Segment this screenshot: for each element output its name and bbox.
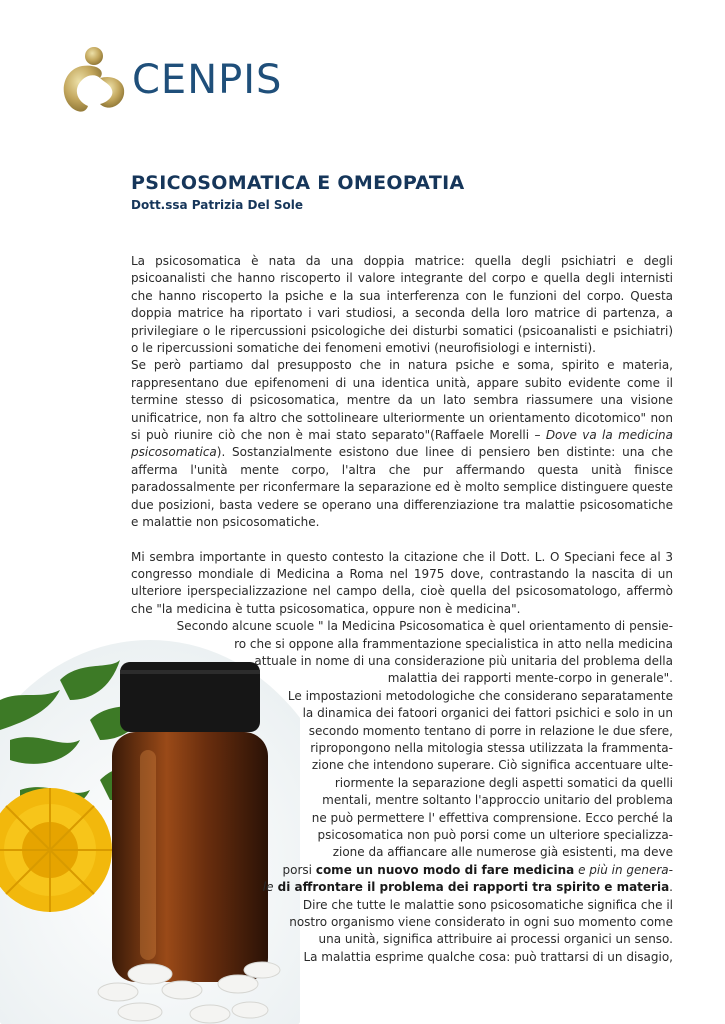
text-line: ripropongono nella mitologia stessa utilizzata la frammenta- <box>310 740 673 755</box>
text-line: zione che intendono superare. Ciò significa accentuare ulte- <box>311 758 673 773</box>
emphasis-bold: come un nuovo modo di fare medicina <box>315 862 575 877</box>
text-line: attuale in nome di una considerazione più unitaria del problema della <box>254 653 673 668</box>
text-line: zione da affiancare alle numerose già esistenti, ma deve <box>332 845 673 860</box>
text-line <box>131 862 673 879</box>
text-run: porsi <box>282 862 316 877</box>
emphasis-bold: di affrontare il problema dei rapporti tra spirito e materia <box>273 880 670 895</box>
text-line <box>131 879 673 896</box>
paragraph-premise-a: Se però partiamo dal presupposto che in natura psiche e soma, spirito e materia, rappresentano due epifenomeni di una identica unità, appare subito evidente come il termine stesso di psicosomatica, mentre da un lato sembra riassumere una visione unificatrice, non fa altro che sottolineare ulteriormente un orientamento dicotomico" non si può riunire ciò che non è mai stato separato"(Raffaele Morelli – <box>131 358 673 443</box>
text-line: ro che si oppone alla frammentazione specialistica in atto nella medicina <box>234 636 673 651</box>
text-line: riormente la separazione degli aspetti somatici da quelli <box>334 775 673 790</box>
cenpis-logo <box>60 44 300 120</box>
brand-name: CENPIS <box>132 57 283 103</box>
paragraph-premise-b: ). Sostanzialmente esistono due linee di pensiero ben distinte: una che afferma l'unità mente corpo, l'altra che pur affermando questa unità finisce paradossalmente per riconfermare la separazione ed è molto semplice distinguere queste due posizioni, basta vedere se operano una differenziazione tra malattie psicosomatiche e malattie non psicosomatiche. <box>131 445 673 530</box>
wrapped-text-area <box>131 618 673 966</box>
text-line: una unità, significa attribuire ai processi organici un senso. <box>318 932 673 947</box>
text-line: Le impostazioni metodologiche che considerano separatamente <box>287 688 673 703</box>
book-title: Dove va la medicina psicosomatica <box>131 428 673 460</box>
text-line: La malattia esprime qualche cosa: può trattarsi di un disagio, <box>303 949 673 964</box>
text-line: nostro organismo viene considerato in ogni suo momento come <box>289 915 673 930</box>
article-body <box>131 253 673 966</box>
emphasis-italic: e più in genera- <box>574 862 673 877</box>
logo-emblem-icon <box>60 44 130 120</box>
text-line: secondo momento tentano di porre in relazione le due sfere, <box>308 723 673 738</box>
article-title: PSICOSOMATICA E OMEOPATIA <box>131 172 465 194</box>
article-author: Dott.ssa Patrizia Del Sole <box>131 198 304 212</box>
paragraph-speciani: Mi sembra importante in questo contesto la citazione che il Dott. L. O Speciani fece al 3 congresso mondiale di Medicina a Roma nel 1975 dove, contrastando la nascita di un ulteriore iperspecializzazione nel campo della, cioè quella del psicosomatologo, affermò che "la medicina è tutta psicosomatica, oppure non è medicina". <box>131 549 673 616</box>
text-line: Dire che tutte le malattie sono psicosomatiche significa che il <box>302 897 673 912</box>
text-line: malattia dei rapporti mente-corpo in generale". <box>387 671 673 686</box>
text-run: . <box>669 880 673 895</box>
paragraph-premise <box>131 357 673 531</box>
text-line: Secondo alcune scuole " la Medicina Psicosomatica è quel orientamento di pensie- <box>176 619 673 634</box>
text-line: psicosomatica non può porsi come un ulteriore specializza- <box>317 828 673 842</box>
text-line: mentali, mentre soltanto l'approccio unitario del problema <box>322 793 673 808</box>
paragraph-intro: La psicosomatica è nata da una doppia matrice: quella degli psichiatri e degli psicoanalisti che hanno riscoperto il valore integrante del corpo e quella degli internisti che hanno riscoperto la psiche e la sua interferenza con le funzioni del corpo. Questa doppia matrice ha riportato i vari studiosi, a seconda della loro matrice di partenza, a privilegiare o le ripercussioni psicologiche dei disturbi somatici (psicoanalisti e psichiatri) o le ripercussioni somatiche dei fenomeni emotivi (neurofisiologi e internisti). <box>131 254 673 356</box>
emphasis-italic: le <box>262 880 274 895</box>
text-line: la dinamica dei fatoori organici dei fattori psichici e solo in un <box>302 706 673 721</box>
text-line: ne può permettere l' effettiva comprensione. Ecco perché la <box>311 810 673 825</box>
